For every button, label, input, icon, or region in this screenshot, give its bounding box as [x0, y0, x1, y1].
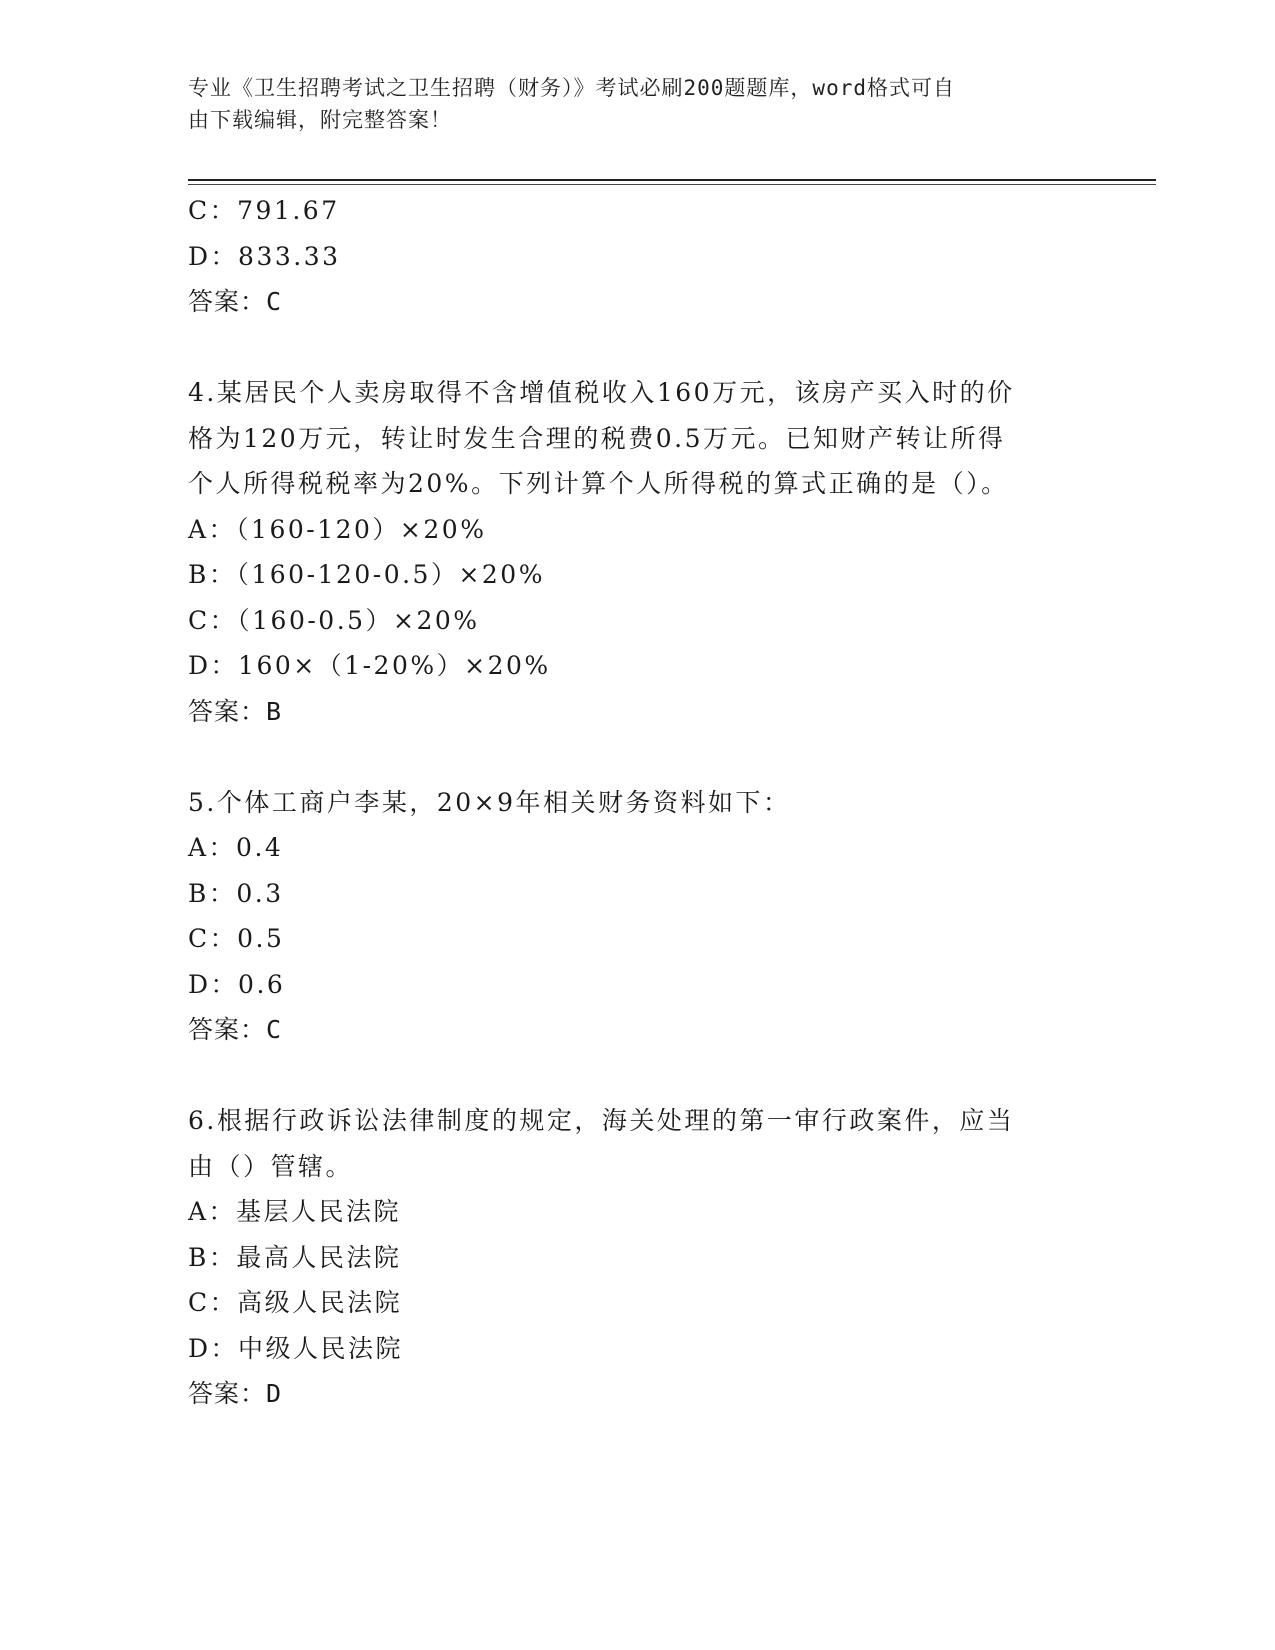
page-header	[188, 72, 1068, 136]
q5-stem-line-1: 5.个体工商户李某，20×9年相关财务资料如下：	[188, 787, 791, 817]
q6-option-c: C：高级人民法院	[188, 1288, 403, 1317]
question-6	[188, 1098, 1068, 1417]
q4-option-a: A：（160-120）×20%	[188, 514, 487, 544]
q4-stem-line-2: 格为120万元，转让时发生合理的税费0.5万元。已知财产转让所得	[188, 423, 1006, 453]
question-5	[188, 780, 1068, 1053]
q4-option-d: D：160×（1-20%）×20%	[188, 651, 551, 680]
question-3-tail	[188, 188, 1068, 325]
header-divider-thin	[188, 184, 1156, 185]
q3-answer: 答案：C	[188, 287, 283, 316]
question-list	[188, 188, 1068, 1417]
q5-option-d: D：0.6	[188, 969, 286, 999]
q4-option-c: C：（160-0.5）×20%	[188, 605, 480, 635]
q4-option-b: B：（160-120-0.5）×20%	[188, 560, 545, 589]
q4-stem-line-3: 个人所得税税率为20%。下列计算个人所得税的算式正确的是（）。	[188, 469, 1009, 498]
q3-option-c: C：791.67	[188, 196, 340, 225]
q4-answer: 答案：B	[188, 696, 283, 726]
q5-option-c: C：0.5	[188, 924, 285, 953]
spacer	[188, 1053, 1068, 1099]
question-4	[188, 370, 1068, 734]
q6-stem-line-1: 6.根据行政诉讼法律制度的规定，海关处理的第一审行政案件，应当	[188, 1106, 1015, 1135]
spacer	[188, 734, 1068, 780]
q5-answer: 答案：C	[188, 1015, 283, 1044]
q3-option-d: D：833.33	[188, 241, 341, 271]
q6-option-b: B：最高人民法院	[188, 1242, 402, 1272]
q4-stem-line-1: 4.某居民个人卖房取得不含增值税收入160万元，该房产买入时的价	[188, 378, 1015, 407]
spacer	[188, 325, 1068, 371]
q6-option-d: D：中级人民法院	[188, 1333, 404, 1363]
q6-stem-line-2: 由（）管辖。	[188, 1151, 354, 1181]
q5-option-a: A：0.4	[188, 833, 284, 862]
q6-answer: 答案：D	[188, 1379, 283, 1408]
header-line-1: 专业《卫生招聘考试之卫生招聘（财务）》考试必刷200题题库，word格式可自	[188, 76, 955, 100]
header-line-2: 由下载编辑，附完整答案！	[188, 108, 452, 132]
q5-option-b: B：0.3	[188, 878, 284, 908]
q6-option-a: A：基层人民法院	[188, 1197, 402, 1226]
header-divider-thick	[188, 179, 1156, 181]
